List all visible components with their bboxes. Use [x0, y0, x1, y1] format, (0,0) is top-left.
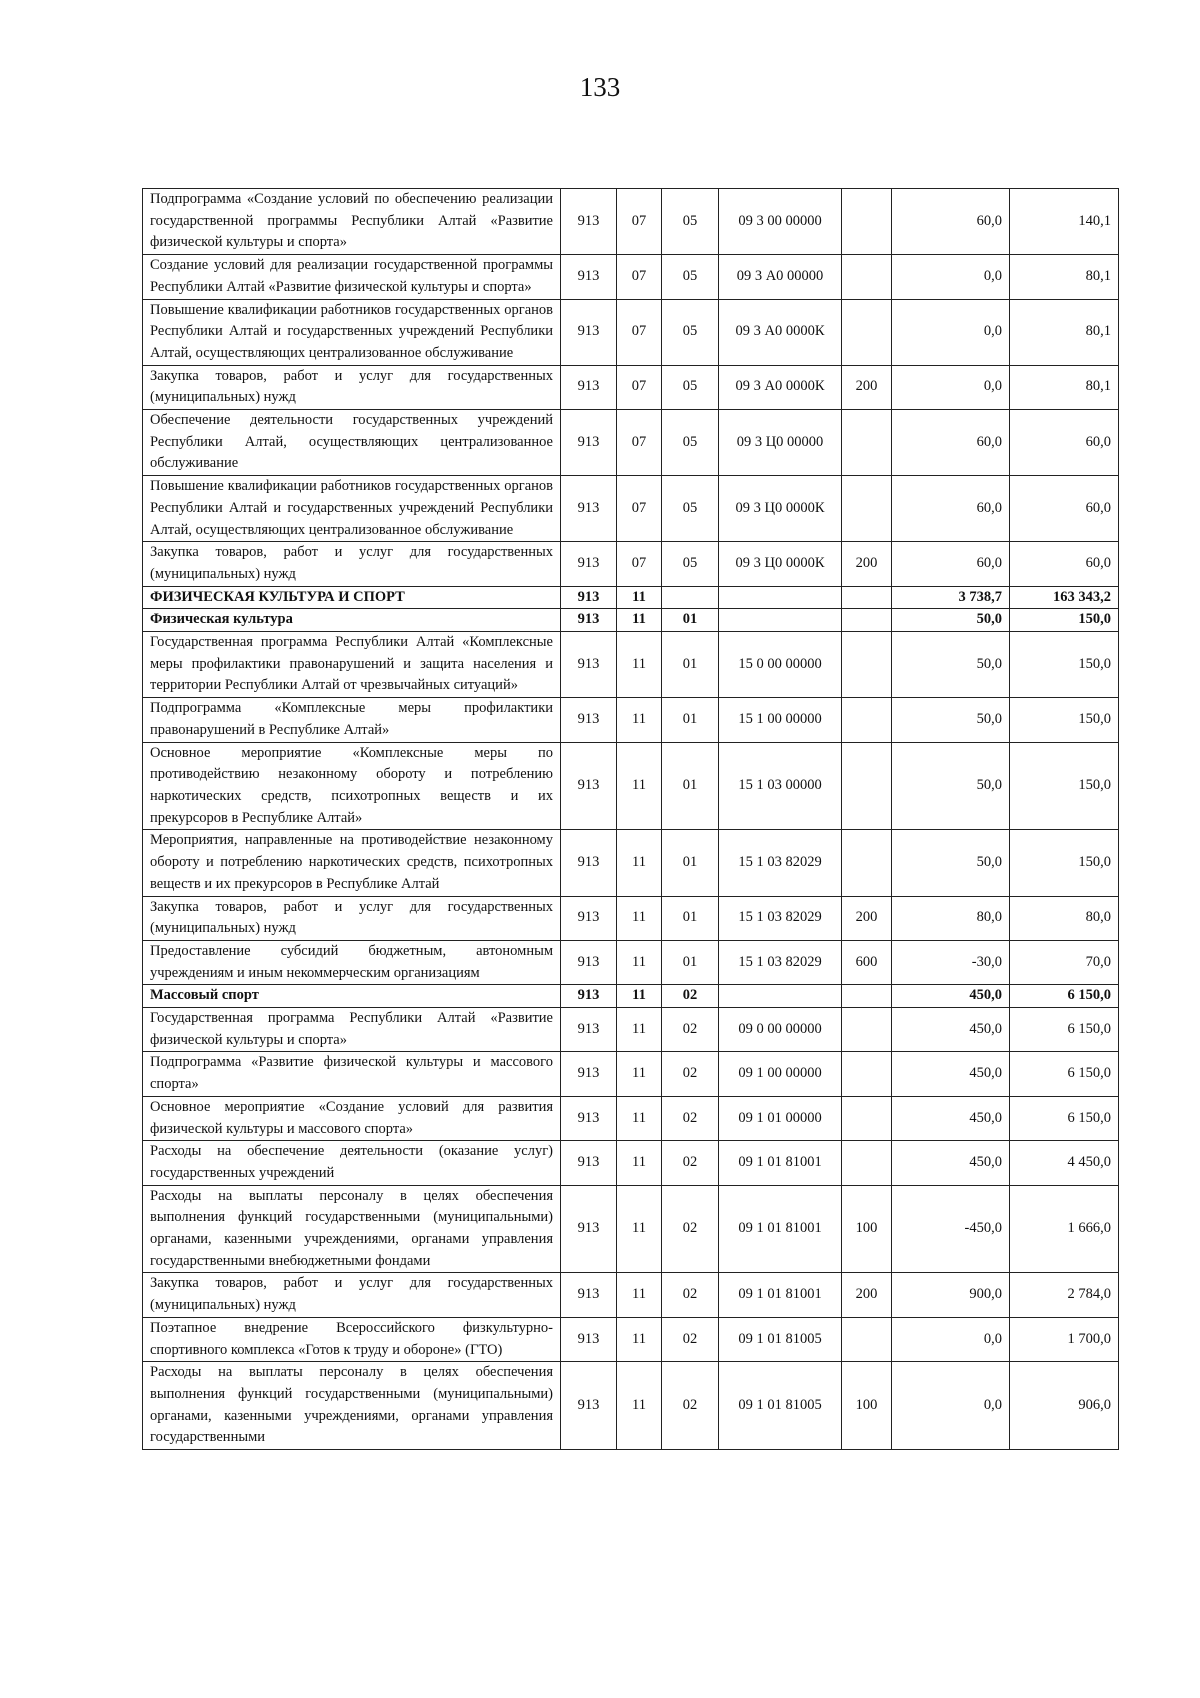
row-subsection-cell: 02: [662, 1096, 719, 1140]
row-subsection-cell: 02: [662, 1141, 719, 1185]
row-target-article-cell: 09 1 01 81001: [719, 1185, 842, 1273]
row-total-cell: 906,0: [1010, 1362, 1119, 1450]
table-row: [143, 1096, 1119, 1140]
page-number: 133: [579, 72, 621, 102]
row-change-cell: 0,0: [892, 1362, 1010, 1450]
table-row: [143, 1008, 1119, 1052]
row-change-cell: 450,0: [892, 1008, 1010, 1052]
row-change-cell: 450,0: [892, 1096, 1010, 1140]
row-total-cell: 80,1: [1010, 299, 1119, 365]
row-subsection-cell: 02: [662, 1273, 719, 1317]
row-expense-type-cell: [842, 742, 892, 830]
row-section-cell: 11: [617, 1185, 662, 1273]
row-expense-type-cell: 200: [842, 1273, 892, 1317]
table-row: [143, 299, 1119, 365]
table-row: [143, 742, 1119, 830]
table-row: [143, 985, 1119, 1008]
table-row: [143, 1362, 1119, 1450]
table-row: [143, 609, 1119, 632]
row-target-article-cell: 15 1 03 00000: [719, 742, 842, 830]
row-ved-cell: 913: [561, 1008, 617, 1052]
row-subsection-cell: 05: [662, 189, 719, 255]
row-change-cell: 50,0: [892, 609, 1010, 632]
row-name-cell: Подпрограмма «Комплексные меры профилактики правонарушений в Республике Алтай»: [143, 698, 561, 742]
row-section-cell: 11: [617, 1052, 662, 1096]
row-expense-type-cell: [842, 1052, 892, 1096]
row-subsection-cell: 02: [662, 1317, 719, 1361]
table-row: [143, 830, 1119, 896]
row-expense-type-cell: [842, 255, 892, 299]
table-row: [143, 1317, 1119, 1361]
row-subsection-cell: 01: [662, 830, 719, 896]
row-subsection-cell: [662, 586, 719, 609]
row-expense-type-cell: 200: [842, 896, 892, 940]
row-target-article-cell: 15 1 03 82029: [719, 830, 842, 896]
row-ved-cell: 913: [561, 1052, 617, 1096]
row-target-article-cell: 09 3 Ц0 0000К: [719, 542, 842, 586]
row-name-cell: Расходы на выплаты персоналу в целях обеспечения выполнения функций государственными (муниципальными) органами, казенными учреждениями, органами управления государственными: [143, 1362, 561, 1450]
row-change-cell: 80,0: [892, 896, 1010, 940]
row-target-article-cell: 09 0 00 00000: [719, 1008, 842, 1052]
row-subsection-cell: 02: [662, 1185, 719, 1273]
row-total-cell: 1 666,0: [1010, 1185, 1119, 1273]
table-row: [143, 940, 1119, 984]
row-expense-type-cell: [842, 189, 892, 255]
row-expense-type-cell: [842, 609, 892, 632]
row-ved-cell: 913: [561, 1096, 617, 1140]
row-expense-type-cell: 100: [842, 1185, 892, 1273]
row-ved-cell: 913: [561, 609, 617, 632]
row-change-cell: 0,0: [892, 365, 1010, 409]
row-ved-cell: 913: [561, 742, 617, 830]
row-expense-type-cell: 200: [842, 542, 892, 586]
row-expense-type-cell: [842, 985, 892, 1008]
row-expense-type-cell: [842, 698, 892, 742]
row-name-cell: Предоставление субсидий бюджетным, автономным учреждениям и иным некоммерческим организациям: [143, 940, 561, 984]
row-ved-cell: 913: [561, 985, 617, 1008]
row-change-cell: 450,0: [892, 1052, 1010, 1096]
row-ved-cell: 913: [561, 1362, 617, 1450]
row-name-cell: ФИЗИЧЕСКАЯ КУЛЬТУРА И СПОРТ: [143, 586, 561, 609]
row-section-cell: 11: [617, 1096, 662, 1140]
row-ved-cell: 913: [561, 830, 617, 896]
row-ved-cell: 913: [561, 632, 617, 698]
row-change-cell: 60,0: [892, 189, 1010, 255]
row-change-cell: 0,0: [892, 255, 1010, 299]
row-change-cell: 50,0: [892, 830, 1010, 896]
row-subsection-cell: 01: [662, 742, 719, 830]
row-ved-cell: 913: [561, 476, 617, 542]
row-name-cell: Закупка товаров, работ и услуг для государственных (муниципальных) нужд: [143, 365, 561, 409]
row-name-cell: Обеспечение деятельности государственных учреждений Республики Алтай, осуществляющих централизованное обслуживание: [143, 410, 561, 476]
row-target-article-cell: 15 0 00 00000: [719, 632, 842, 698]
table-row: [143, 476, 1119, 542]
row-name-cell: Расходы на выплаты персоналу в целях обеспечения выполнения функций государственными (муниципальными) органами, казенными учреждениями, органами управления государственными внебюджетными фондами: [143, 1185, 561, 1273]
row-target-article-cell: 09 1 01 81005: [719, 1362, 842, 1450]
row-section-cell: 11: [617, 940, 662, 984]
row-subsection-cell: 05: [662, 410, 719, 476]
row-total-cell: 4 450,0: [1010, 1141, 1119, 1185]
row-ved-cell: 913: [561, 698, 617, 742]
row-ved-cell: 913: [561, 940, 617, 984]
row-target-article-cell: [719, 586, 842, 609]
row-total-cell: 80,1: [1010, 255, 1119, 299]
row-ved-cell: 913: [561, 1273, 617, 1317]
row-ved-cell: 913: [561, 1141, 617, 1185]
row-change-cell: 50,0: [892, 698, 1010, 742]
row-change-cell: 60,0: [892, 542, 1010, 586]
row-ved-cell: 913: [561, 189, 617, 255]
row-change-cell: 0,0: [892, 299, 1010, 365]
row-expense-type-cell: [842, 299, 892, 365]
row-expense-type-cell: 200: [842, 365, 892, 409]
row-change-cell: -450,0: [892, 1185, 1010, 1273]
row-expense-type-cell: [842, 410, 892, 476]
row-target-article-cell: 09 1 01 81001: [719, 1141, 842, 1185]
row-target-article-cell: 09 3 00 00000: [719, 189, 842, 255]
table-row: [143, 896, 1119, 940]
row-target-article-cell: 09 3 А0 0000К: [719, 365, 842, 409]
table-row: [143, 255, 1119, 299]
row-name-cell: Государственная программа Республики Алтай «Комплексные меры профилактики правонарушений и защита населения и территории Республики Алтай от чрезвычайных ситуаций»: [143, 632, 561, 698]
row-expense-type-cell: 100: [842, 1362, 892, 1450]
row-change-cell: 50,0: [892, 632, 1010, 698]
row-expense-type-cell: [842, 586, 892, 609]
row-subsection-cell: 02: [662, 1052, 719, 1096]
row-total-cell: 1 700,0: [1010, 1317, 1119, 1361]
row-expense-type-cell: [842, 632, 892, 698]
row-ved-cell: 913: [561, 586, 617, 609]
row-ved-cell: 913: [561, 1317, 617, 1361]
row-target-article-cell: [719, 985, 842, 1008]
row-ved-cell: 913: [561, 542, 617, 586]
row-section-cell: 07: [617, 365, 662, 409]
row-target-article-cell: 15 1 03 82029: [719, 940, 842, 984]
row-total-cell: 6 150,0: [1010, 985, 1119, 1008]
row-section-cell: 07: [617, 476, 662, 542]
row-total-cell: 150,0: [1010, 632, 1119, 698]
row-section-cell: 11: [617, 586, 662, 609]
row-name-cell: Повышение квалификации работников государственных органов Республики Алтай и государственных учреждений Республики Алтай, осуществляющих централизованное обслуживание: [143, 476, 561, 542]
table-row: [143, 698, 1119, 742]
row-total-cell: 60,0: [1010, 542, 1119, 586]
row-subsection-cell: 01: [662, 940, 719, 984]
row-target-article-cell: 15 1 03 82029: [719, 896, 842, 940]
row-name-cell: Подпрограмма «Развитие физической культуры и массового спорта»: [143, 1052, 561, 1096]
row-section-cell: 07: [617, 410, 662, 476]
row-name-cell: Основное мероприятие «Создание условий для развития физической культуры и массового спорта»: [143, 1096, 561, 1140]
row-total-cell: 80,0: [1010, 896, 1119, 940]
row-total-cell: 150,0: [1010, 830, 1119, 896]
row-change-cell: 0,0: [892, 1317, 1010, 1361]
row-total-cell: 140,1: [1010, 189, 1119, 255]
row-expense-type-cell: [842, 1096, 892, 1140]
row-name-cell: Расходы на обеспечение деятельности (оказание услуг) государственных учреждений: [143, 1141, 561, 1185]
row-name-cell: Закупка товаров, работ и услуг для государственных (муниципальных) нужд: [143, 542, 561, 586]
row-ved-cell: 913: [561, 896, 617, 940]
row-change-cell: 60,0: [892, 476, 1010, 542]
row-change-cell: -30,0: [892, 940, 1010, 984]
row-change-cell: 900,0: [892, 1273, 1010, 1317]
table-row: [143, 542, 1119, 586]
row-section-cell: 11: [617, 632, 662, 698]
row-change-cell: 450,0: [892, 985, 1010, 1008]
row-total-cell: 6 150,0: [1010, 1052, 1119, 1096]
row-ved-cell: 913: [561, 1185, 617, 1273]
row-name-cell: Подпрограмма «Создание условий по обеспечению реализации государственной программы Республики Алтай «Развитие физической культуры и спорта»: [143, 189, 561, 255]
row-target-article-cell: 09 3 Ц0 0000К: [719, 476, 842, 542]
row-change-cell: 3 738,7: [892, 586, 1010, 609]
row-target-article-cell: [719, 609, 842, 632]
row-total-cell: 6 150,0: [1010, 1096, 1119, 1140]
row-name-cell: Закупка товаров, работ и услуг для государственных (муниципальных) нужд: [143, 896, 561, 940]
row-subsection-cell: 05: [662, 299, 719, 365]
row-name-cell: Основное мероприятие «Комплексные меры по противодействию незаконному обороту и потреблению наркотических средств, психотропных веществ и их прекурсоров в Республике Алтай»: [143, 742, 561, 830]
row-section-cell: 07: [617, 542, 662, 586]
row-total-cell: 150,0: [1010, 698, 1119, 742]
row-section-cell: 11: [617, 896, 662, 940]
row-change-cell: 450,0: [892, 1141, 1010, 1185]
table-row: [143, 1185, 1119, 1273]
row-section-cell: 11: [617, 985, 662, 1008]
row-section-cell: 11: [617, 609, 662, 632]
row-name-cell: Массовый спорт: [143, 985, 561, 1008]
row-name-cell: Поэтапное внедрение Всероссийского физкультурно-спортивного комплекса «Готов к труду и обороне» (ГТО): [143, 1317, 561, 1361]
table-row: [143, 410, 1119, 476]
row-section-cell: 11: [617, 1273, 662, 1317]
row-target-article-cell: 09 3 А0 00000: [719, 255, 842, 299]
row-target-article-cell: 09 3 Ц0 00000: [719, 410, 842, 476]
row-target-article-cell: 15 1 00 00000: [719, 698, 842, 742]
row-total-cell: 60,0: [1010, 476, 1119, 542]
row-total-cell: 80,1: [1010, 365, 1119, 409]
table-row: [143, 189, 1119, 255]
row-expense-type-cell: [842, 1141, 892, 1185]
row-section-cell: 11: [617, 742, 662, 830]
row-section-cell: 11: [617, 830, 662, 896]
table-row: [143, 586, 1119, 609]
row-subsection-cell: 02: [662, 985, 719, 1008]
row-subsection-cell: 05: [662, 476, 719, 542]
row-target-article-cell: 09 1 01 00000: [719, 1096, 842, 1140]
row-expense-type-cell: [842, 1317, 892, 1361]
row-expense-type-cell: [842, 1008, 892, 1052]
row-total-cell: 6 150,0: [1010, 1008, 1119, 1052]
row-target-article-cell: 09 1 00 00000: [719, 1052, 842, 1096]
table-row: [143, 632, 1119, 698]
row-name-cell: Государственная программа Республики Алтай «Развитие физической культуры и спорта»: [143, 1008, 561, 1052]
row-subsection-cell: 05: [662, 542, 719, 586]
table-row: [143, 1052, 1119, 1096]
row-section-cell: 11: [617, 698, 662, 742]
row-name-cell: Создание условий для реализации государственной программы Республики Алтай «Развитие физической культуры и спорта»: [143, 255, 561, 299]
row-name-cell: Повышение квалификации работников государственных органов Республики Алтай и государственных учреждений Республики Алтай, осуществляющих централизованное обслуживание: [143, 299, 561, 365]
row-section-cell: 11: [617, 1141, 662, 1185]
row-section-cell: 11: [617, 1008, 662, 1052]
table-row: [143, 1273, 1119, 1317]
row-section-cell: 11: [617, 1362, 662, 1450]
row-ved-cell: 913: [561, 255, 617, 299]
row-subsection-cell: 01: [662, 698, 719, 742]
row-name-cell: Физическая культура: [143, 609, 561, 632]
row-total-cell: 150,0: [1010, 609, 1119, 632]
row-total-cell: 163 343,2: [1010, 586, 1119, 609]
row-total-cell: 150,0: [1010, 742, 1119, 830]
budget-table: [142, 188, 1119, 1450]
row-expense-type-cell: [842, 476, 892, 542]
row-target-article-cell: 09 1 01 81005: [719, 1317, 842, 1361]
row-total-cell: 2 784,0: [1010, 1273, 1119, 1317]
row-ved-cell: 913: [561, 410, 617, 476]
row-section-cell: 07: [617, 299, 662, 365]
table-row: [143, 1141, 1119, 1185]
row-section-cell: 07: [617, 255, 662, 299]
row-name-cell: Закупка товаров, работ и услуг для государственных (муниципальных) нужд: [143, 1273, 561, 1317]
row-total-cell: 70,0: [1010, 940, 1119, 984]
row-section-cell: 07: [617, 189, 662, 255]
row-subsection-cell: 01: [662, 609, 719, 632]
row-subsection-cell: 05: [662, 255, 719, 299]
row-expense-type-cell: 600: [842, 940, 892, 984]
row-change-cell: 50,0: [892, 742, 1010, 830]
row-change-cell: 60,0: [892, 410, 1010, 476]
row-subsection-cell: 01: [662, 896, 719, 940]
table-row: [143, 365, 1119, 409]
row-total-cell: 60,0: [1010, 410, 1119, 476]
row-subsection-cell: 01: [662, 632, 719, 698]
row-subsection-cell: 02: [662, 1362, 719, 1450]
row-ved-cell: 913: [561, 365, 617, 409]
row-subsection-cell: 02: [662, 1008, 719, 1052]
row-target-article-cell: 09 3 А0 0000К: [719, 299, 842, 365]
row-ved-cell: 913: [561, 299, 617, 365]
row-expense-type-cell: [842, 830, 892, 896]
row-target-article-cell: 09 1 01 81001: [719, 1273, 842, 1317]
row-section-cell: 11: [617, 1317, 662, 1361]
row-subsection-cell: 05: [662, 365, 719, 409]
row-name-cell: Мероприятия, направленные на противодействие незаконному обороту и потреблению наркотических средств, психотропных веществ и их прекурсоров в Республике Алтай: [143, 830, 561, 896]
